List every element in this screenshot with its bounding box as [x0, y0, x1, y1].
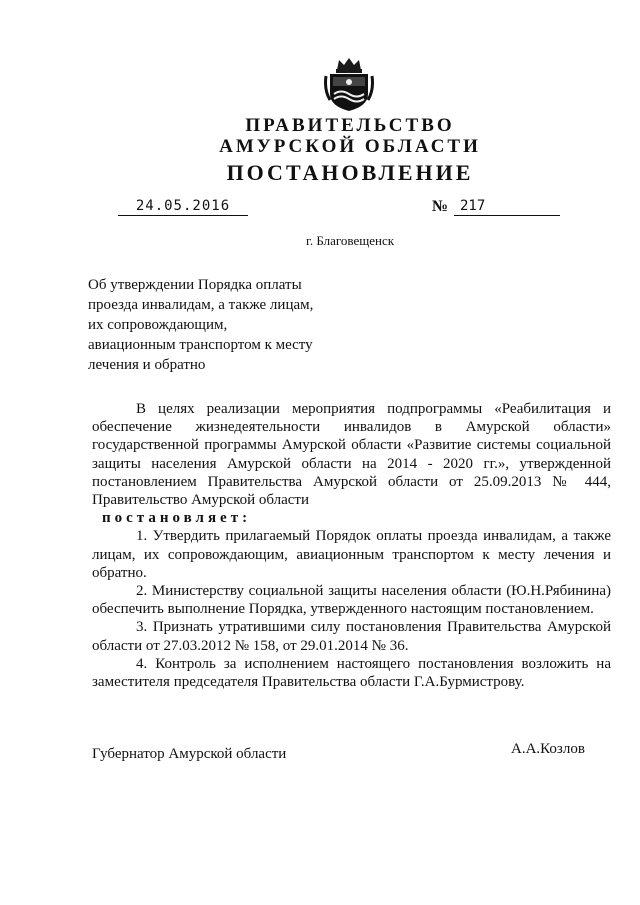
city: г. Благовещенск: [305, 233, 395, 248]
resolution-item: 4. Контроль за исполнением настоящего постановления возложить на заместителя председателя Правительства области Г.А.Бурмистрову.: [92, 655, 611, 691]
resolution-item: 2. Министерству социальной защиты населения области (Ю.Н.Рябинина) обеспечить выполнение Порядка, утвержденного настоящим постановлением.: [92, 583, 611, 618]
resolution-item: 1. Утвердить прилагаемый Порядок оплаты проезда инвалидам, а также лицам, их сопровождающим, авиационным транспортом к месту лечения и обратно.: [92, 528, 611, 581]
number-label: №: [432, 198, 449, 215]
preamble-paragraph: В целях реализации мероприятия подпрограммы «Реабилитация и обеспечение жизнедеятельности инвалидов в Амурской области» государственной программы Амурской области «Развитие системы социальной защиты населения Амурской области на 2014 - 2020 гг.», утвержденной постановлением Правительства Амурской области от 25.09.2013 № 444, Правительство Амурской области: [92, 401, 611, 509]
org-name-line2: АМУРСКОЙ ОБЛАСТИ: [219, 136, 481, 157]
org-name-line1: ПРАВИТЕЛЬСТВО: [245, 115, 455, 136]
signatory-title: Губернатор Амурской области: [92, 746, 287, 762]
subject-line: их сопровождающим,: [88, 317, 228, 333]
document-body: [92, 400, 611, 691]
coat-of-arms-icon: [324, 56, 374, 112]
document-date: 24.05.2016: [118, 198, 248, 216]
resolution-item: 3. Признать утратившими силу постановления Правительства Амурской области от 27.03.2012 № 158, от 29.01.2014 № 36.: [92, 619, 611, 654]
subject-line: проезда инвалидам, а также лицам,: [88, 297, 314, 313]
subject-line: Об утверждении Порядка оплаты: [88, 277, 302, 293]
subject-line: авиационным транспортом к месту: [88, 337, 313, 353]
resolves-keyword: постановляет:: [102, 510, 252, 527]
subject-line: лечения и обратно: [88, 357, 206, 373]
signatory-name: А.А.Козлов: [511, 741, 585, 757]
document-subject: [88, 275, 348, 375]
document-number: 217: [454, 198, 560, 216]
document-type: ПОСТАНОВЛЕНИЕ: [226, 160, 474, 185]
